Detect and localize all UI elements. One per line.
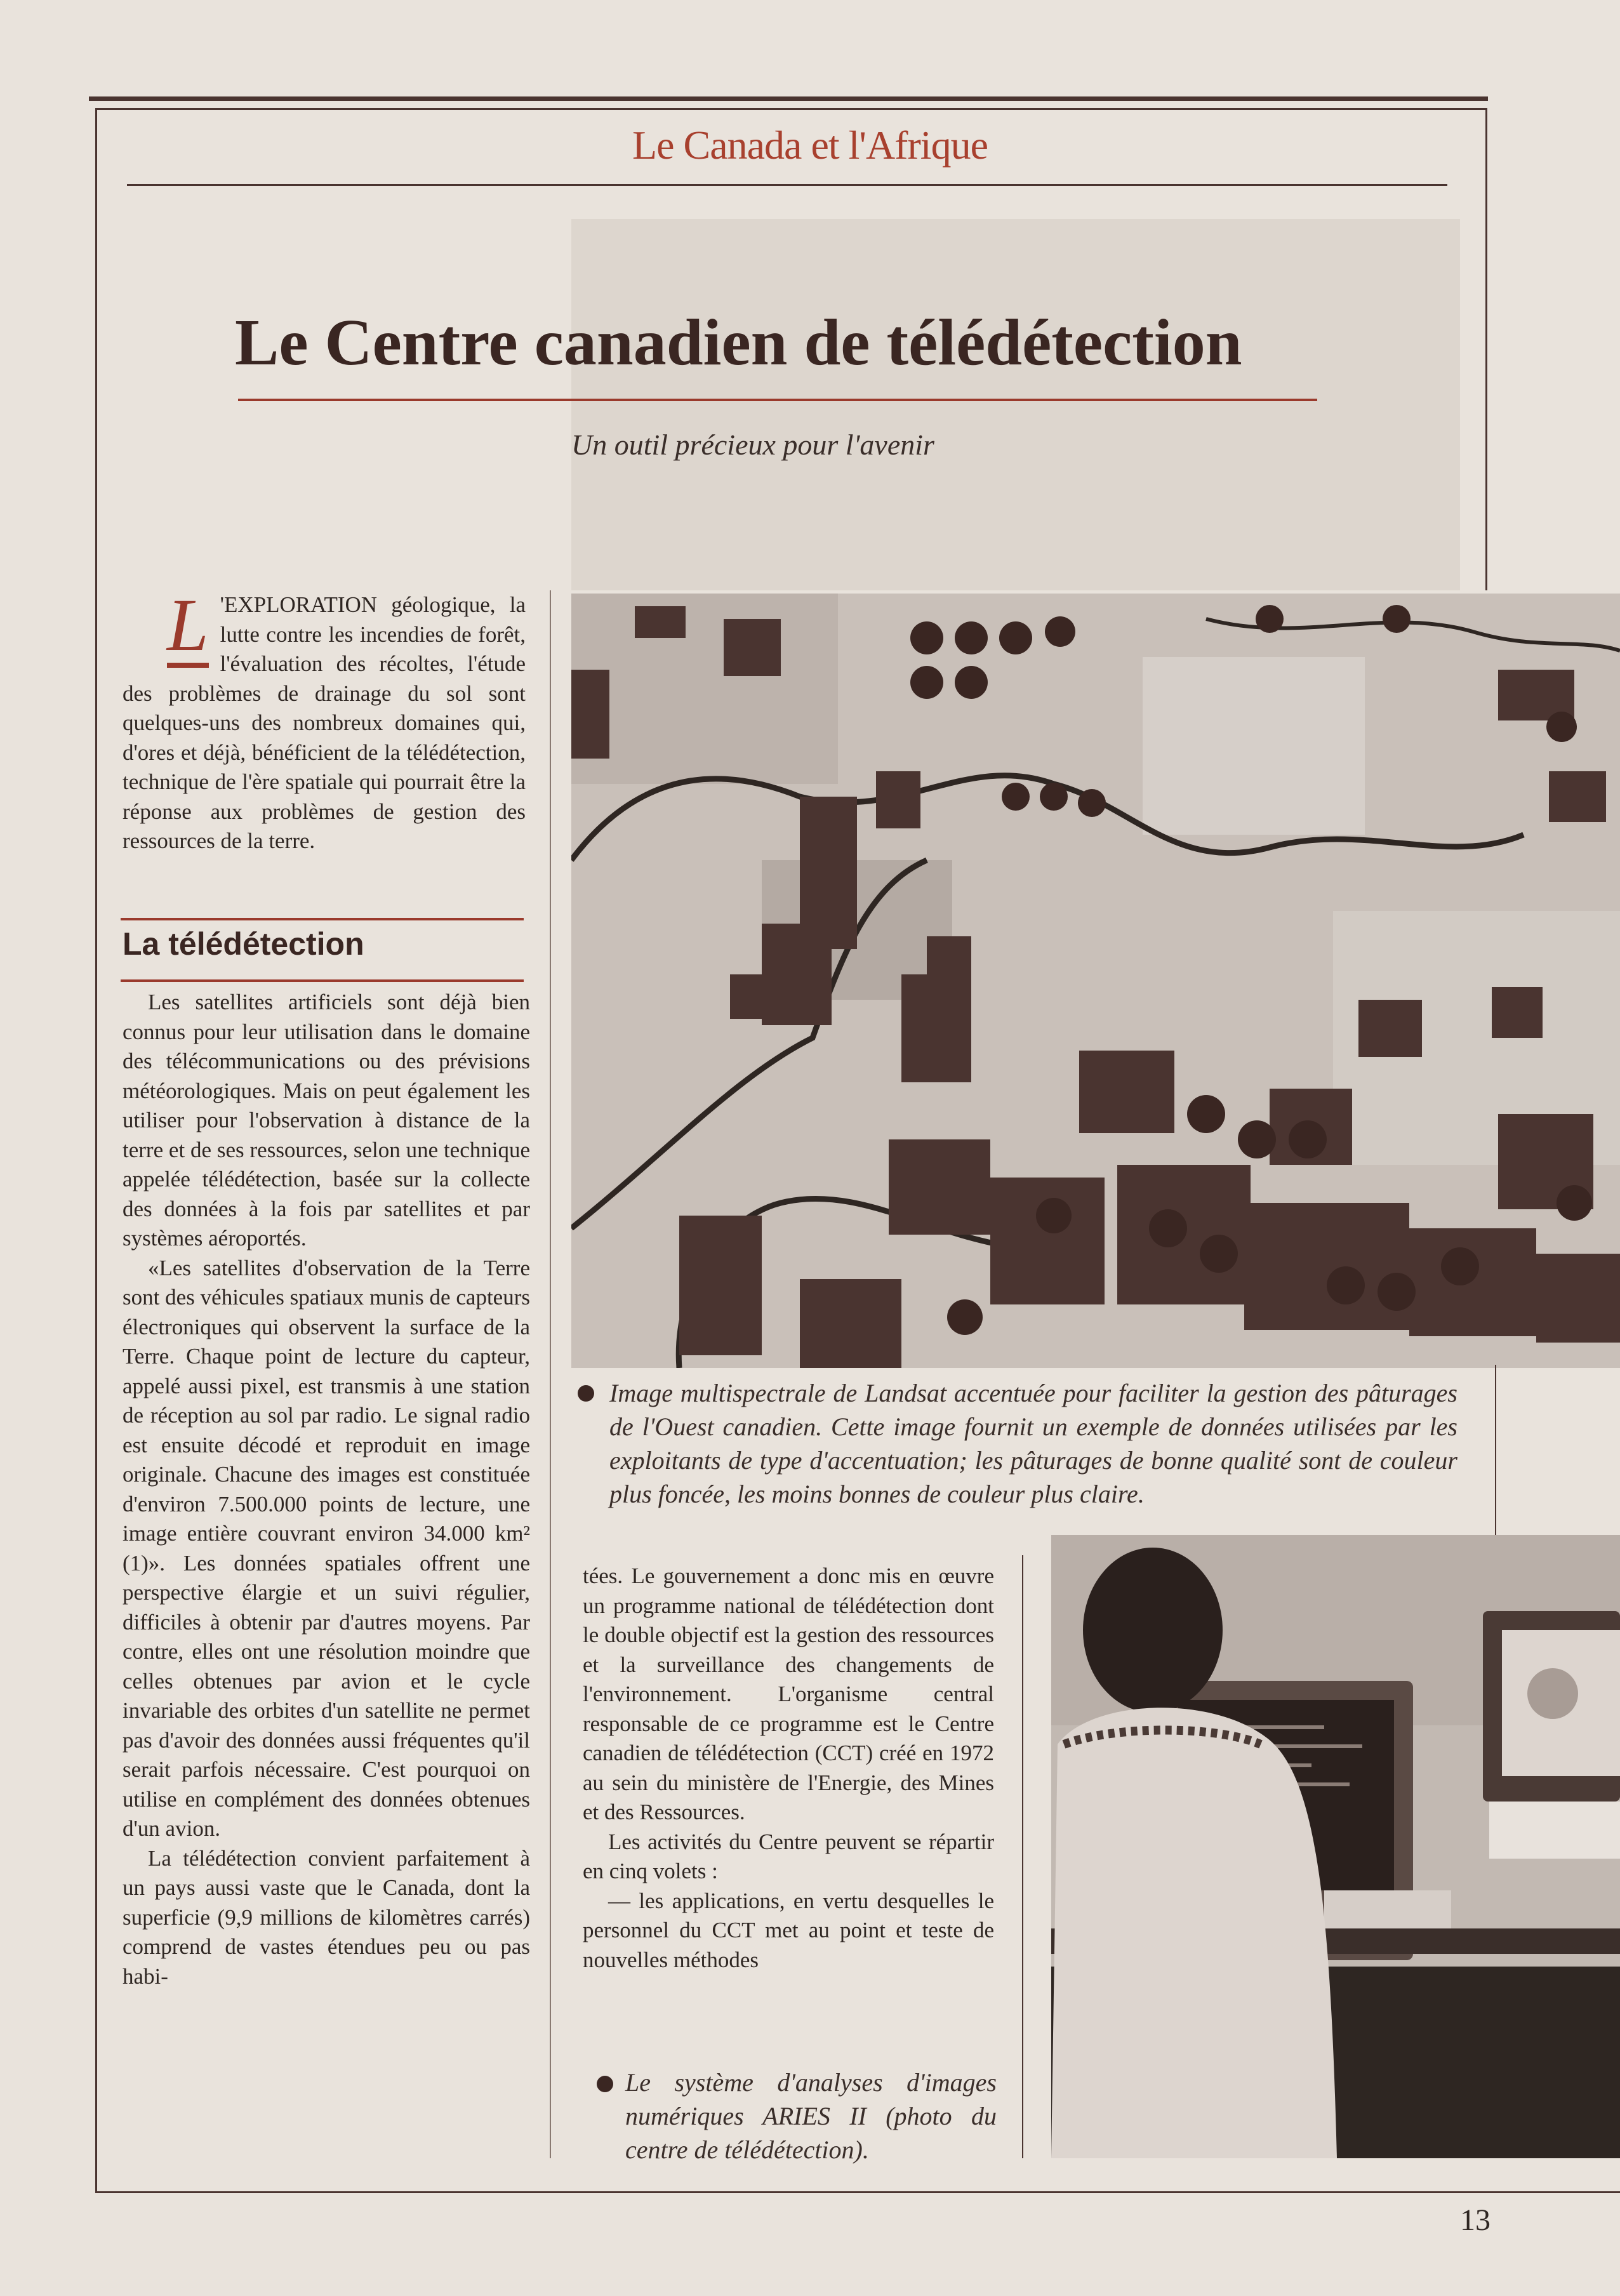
left-column-body bbox=[123, 988, 530, 1991]
frame-right bbox=[1485, 108, 1487, 590]
intro-text: 'EXPLORATION géologique, la lutte contre les incendies de forêt, l'évaluation des récoltes, l'étude des problèmes de drainage du sol sont quelques-uns des nombreux domaines qui, d'ores et déjà, bénéficient de la télédétection, technique de l'ère spatiale qui pourrait être la réponse aux problèmes de gestion des ressources de la terre. bbox=[123, 592, 526, 853]
section-rule-bottom bbox=[121, 979, 524, 982]
page-number: 13 bbox=[1460, 2203, 1491, 2237]
section-heading: La télédétection bbox=[123, 926, 364, 962]
aries-photo bbox=[1051, 1535, 1620, 2158]
landsat-caption: Image multispectrale de Landsat accentuée pour faciliter la gestion des pâturages de l'Ouest canadien. Cette image fournit un exemple de données utilisées par les exploitants de type d'accentuation; les pâturages de bonne qualité sont de couleur plus foncée, les moins bonnes de couleur plus claire. bbox=[609, 1379, 1457, 1508]
title-underline bbox=[238, 399, 1317, 401]
landsat-image bbox=[571, 594, 1620, 1368]
aries-caption: Le système d'analyses d'images numériques ARIES II (photo du centre de télédétection). bbox=[625, 2068, 997, 2164]
photo-divider bbox=[1022, 1555, 1023, 2158]
top-rule bbox=[89, 96, 1488, 101]
faded-background-panel bbox=[571, 219, 1460, 590]
caption-divider bbox=[1495, 1365, 1496, 1543]
frame-inner-top bbox=[95, 108, 1487, 110]
header-underline bbox=[127, 184, 1447, 186]
article-subtitle: Un outil précieux pour l'avenir bbox=[571, 428, 934, 461]
paragraph: «Les satellites d'observation de la Terre sont des véhicules spatiaux munis de capteurs électroniques qui observent la surface de la Terre. Chaque point de lecture du capteur, appelé aussi pixel, est transmis à une station de réception au sol par radio. Le signal radio est ensuite décodé et reproduit en image originale. Chacune des images est constituée d'environ 7.500.000 points de lecture, une image entière couvrant environ 34.000 km² (1)». Les données spatiales offrent une perspective élargie et un suivi régulier, difficiles à obtenir par d'autres moyens. Par contre, elles ont une résolution moindre que celles obtenues par avion et le cycle invariable des orbites d'un satellite ne permet pas d'avoir des données aussi fréquentes qu'il serait parfois nécessaire. C'est pourquoi on utilise en complément des données obtenues d'un avion. bbox=[123, 1255, 530, 1841]
caption-bullet bbox=[578, 1385, 594, 1402]
drop-cap: L bbox=[167, 583, 209, 667]
paragraph: La télédétection convient parfaitement à un pays aussi vaste que le Canada, dont la superficie (9,9 millions de kilomètres carrés) comprend de vastes étendues peu ou pas habi- bbox=[123, 1845, 530, 1989]
paragraph: — les applications, en vertu desquelles le personnel du CCT met au point et teste de nouvelles méthodes bbox=[583, 1888, 994, 1972]
intro-paragraph bbox=[123, 583, 526, 856]
section-header: Le Canada et l'Afrique bbox=[632, 123, 988, 168]
right-column-body bbox=[583, 1562, 994, 1975]
frame-left bbox=[95, 108, 97, 2193]
article-title: Le Centre canadien de télédétection bbox=[235, 306, 1242, 379]
caption-bullet bbox=[597, 2076, 613, 2092]
paragraph: Les activités du Centre peuvent se répartir en cinq volets : bbox=[583, 1829, 994, 1883]
section-rule-top bbox=[121, 918, 524, 920]
paragraph: tées. Le gouvernement a donc mis en œuvre un programme national de télédétection dont le double objectif est la gestion des ressources et la surveillance des changements de l'environnement. L'organisme central responsable de ce programme est le Centre canadien de télédétection (CCT) créé en 1972 au sein du ministère de l'Energie, des Mines et des Ressources. bbox=[583, 1563, 994, 1824]
column-divider bbox=[550, 590, 551, 2158]
frame-bottom bbox=[95, 2191, 1620, 2193]
paragraph: Les satellites artificiels sont déjà bien connus pour leur utilisation dans le domaine des télécommunications ou des prévisions météorologiques. Mais on peut également les utiliser pour l'observation à distance de la terre et de ses ressources, selon une technique appelée télédétection, basée sur la collecte des données à la fois par satellites et par systèmes aéroportés. bbox=[123, 990, 530, 1251]
